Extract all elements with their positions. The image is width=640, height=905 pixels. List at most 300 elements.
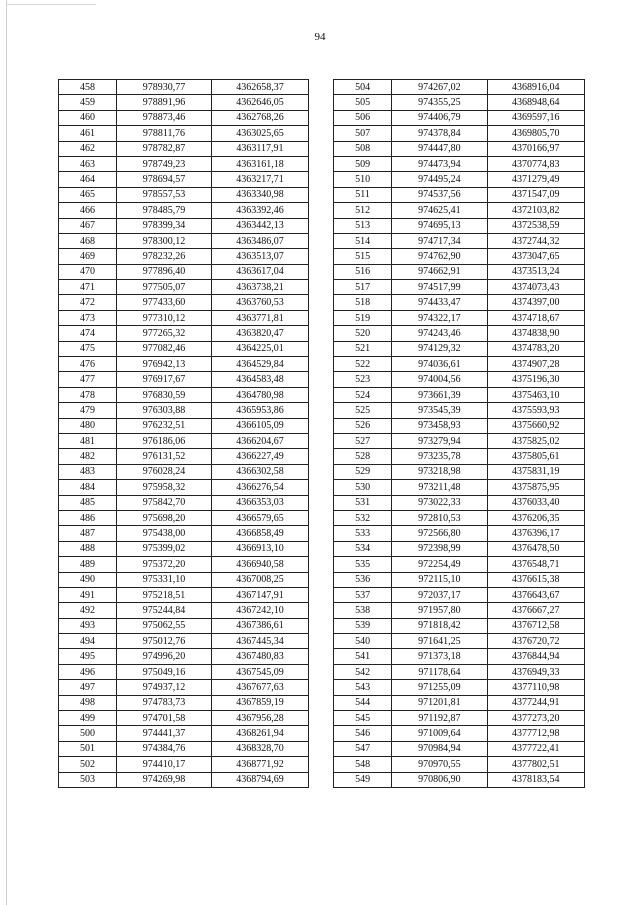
y-coordinate-cell: 4367147,91: [212, 587, 309, 602]
y-coordinate-cell: 4367859,19: [212, 695, 309, 710]
x-coordinate-cell: 974473,94: [392, 156, 487, 171]
point-number-cell: 497: [59, 680, 117, 695]
point-number-cell: 534: [334, 541, 392, 556]
x-coordinate-cell: 976232,51: [117, 418, 212, 433]
x-coordinate-cell: 974662,91: [392, 264, 487, 279]
y-coordinate-cell: 4377722,41: [487, 741, 584, 756]
x-coordinate-cell: 974695,13: [392, 218, 487, 233]
y-coordinate-cell: 4363771,81: [212, 310, 309, 325]
x-coordinate-cell: 975698,20: [117, 510, 212, 525]
y-coordinate-cell: 4377244,91: [487, 695, 584, 710]
point-number-cell: 473: [59, 310, 117, 325]
table-row: [59, 726, 309, 741]
point-number-cell: 511: [334, 187, 392, 202]
x-coordinate-cell: 975049,16: [117, 664, 212, 679]
y-coordinate-cell: 4363340,98: [212, 187, 309, 202]
table-row: [334, 172, 585, 187]
table-row: [59, 449, 309, 464]
table-row: [59, 141, 309, 156]
table-row: [334, 233, 585, 248]
table-row: [59, 433, 309, 448]
point-number-cell: 458: [59, 80, 117, 95]
point-number-cell: 535: [334, 557, 392, 572]
y-coordinate-cell: 4368328,70: [212, 741, 309, 756]
y-coordinate-cell: 4371547,09: [487, 187, 584, 202]
point-number-cell: 481: [59, 433, 117, 448]
table-row: [334, 649, 585, 664]
y-coordinate-cell: 4376615,38: [487, 572, 584, 587]
table-row: [59, 618, 309, 633]
point-number-cell: 525: [334, 403, 392, 418]
table-row: [59, 634, 309, 649]
y-coordinate-cell: 4369805,70: [487, 126, 584, 141]
x-coordinate-cell: 974410,17: [117, 757, 212, 772]
table-row: [59, 95, 309, 110]
table-row: [59, 126, 309, 141]
x-coordinate-cell: 978782,87: [117, 141, 212, 156]
y-coordinate-cell: 4366858,49: [212, 526, 309, 541]
y-coordinate-cell: 4365953,86: [212, 403, 309, 418]
y-coordinate-cell: 4376643,67: [487, 587, 584, 602]
point-number-cell: 494: [59, 634, 117, 649]
table-row: [59, 326, 309, 341]
point-number-cell: 500: [59, 726, 117, 741]
y-coordinate-cell: 4376949,33: [487, 664, 584, 679]
point-number-cell: 517: [334, 280, 392, 295]
y-coordinate-cell: 4363486,07: [212, 233, 309, 248]
y-coordinate-cell: 4363392,46: [212, 203, 309, 218]
y-coordinate-cell: 4367008,25: [212, 572, 309, 587]
x-coordinate-cell: 972810,53: [392, 510, 487, 525]
point-number-cell: 479: [59, 403, 117, 418]
table-row: [334, 341, 585, 356]
x-coordinate-cell: 976942,13: [117, 357, 212, 372]
x-coordinate-cell: 974269,98: [117, 772, 212, 787]
y-coordinate-cell: 4375593,93: [487, 403, 584, 418]
y-coordinate-cell: 4376712,58: [487, 618, 584, 633]
x-coordinate-cell: 974717,34: [392, 233, 487, 248]
point-number-cell: 475: [59, 341, 117, 356]
point-number-cell: 504: [334, 80, 392, 95]
point-number-cell: 519: [334, 310, 392, 325]
point-number-cell: 462: [59, 141, 117, 156]
point-number-cell: 459: [59, 95, 117, 110]
point-number-cell: 498: [59, 695, 117, 710]
x-coordinate-cell: 978891,96: [117, 95, 212, 110]
coordinates-table-right: [333, 79, 585, 788]
y-coordinate-cell: 4363617,04: [212, 264, 309, 279]
table-row: [59, 695, 309, 710]
x-coordinate-cell: 974701,58: [117, 711, 212, 726]
point-number-cell: 485: [59, 495, 117, 510]
table-row: [334, 587, 585, 602]
y-coordinate-cell: 4366913,10: [212, 541, 309, 556]
y-coordinate-cell: 4367242,10: [212, 603, 309, 618]
x-coordinate-cell: 973545,39: [392, 403, 487, 418]
table-row: [59, 418, 309, 433]
x-coordinate-cell: 974762,90: [392, 249, 487, 264]
point-number-cell: 501: [59, 741, 117, 756]
table-row: [334, 634, 585, 649]
point-number-cell: 471: [59, 280, 117, 295]
point-number-cell: 499: [59, 711, 117, 726]
y-coordinate-cell: 4366579,65: [212, 510, 309, 525]
table-row: [59, 587, 309, 602]
table-row: [59, 711, 309, 726]
x-coordinate-cell: 976028,24: [117, 464, 212, 479]
table-row: [334, 449, 585, 464]
point-number-cell: 527: [334, 433, 392, 448]
x-coordinate-cell: 978749,23: [117, 156, 212, 171]
y-coordinate-cell: 4368261,94: [212, 726, 309, 741]
table-row: [59, 464, 309, 479]
y-coordinate-cell: 4375831,19: [487, 464, 584, 479]
point-number-cell: 543: [334, 680, 392, 695]
table-row: [334, 480, 585, 495]
x-coordinate-cell: 978930,77: [117, 80, 212, 95]
x-coordinate-cell: 974384,76: [117, 741, 212, 756]
y-coordinate-cell: 4375805,61: [487, 449, 584, 464]
table-row: [59, 603, 309, 618]
point-number-cell: 540: [334, 634, 392, 649]
x-coordinate-cell: 978811,76: [117, 126, 212, 141]
x-coordinate-cell: 971818,42: [392, 618, 487, 633]
x-coordinate-cell: 974937,12: [117, 680, 212, 695]
y-coordinate-cell: 4367445,34: [212, 634, 309, 649]
y-coordinate-cell: 4366353,03: [212, 495, 309, 510]
table-row: [334, 603, 585, 618]
x-coordinate-cell: 974537,56: [392, 187, 487, 202]
point-number-cell: 544: [334, 695, 392, 710]
y-coordinate-cell: 4377712,98: [487, 726, 584, 741]
y-coordinate-cell: 4376844,94: [487, 649, 584, 664]
point-number-cell: 526: [334, 418, 392, 433]
x-coordinate-cell: 975958,32: [117, 480, 212, 495]
x-coordinate-cell: 974267,02: [392, 80, 487, 95]
point-number-cell: 545: [334, 711, 392, 726]
x-coordinate-cell: 974036,61: [392, 357, 487, 372]
y-coordinate-cell: 4375660,92: [487, 418, 584, 433]
point-number-cell: 464: [59, 172, 117, 187]
point-number-cell: 466: [59, 203, 117, 218]
y-coordinate-cell: 4377110,98: [487, 680, 584, 695]
point-number-cell: 483: [59, 464, 117, 479]
x-coordinate-cell: 975842,70: [117, 495, 212, 510]
table-row: [334, 557, 585, 572]
point-number-cell: 522: [334, 357, 392, 372]
point-number-cell: 489: [59, 557, 117, 572]
point-number-cell: 506: [334, 110, 392, 125]
table-row: [59, 341, 309, 356]
x-coordinate-cell: 974004,56: [392, 372, 487, 387]
x-coordinate-cell: 971192,87: [392, 711, 487, 726]
x-coordinate-cell: 975062,55: [117, 618, 212, 633]
x-coordinate-cell: 978300,12: [117, 233, 212, 248]
x-coordinate-cell: 974378,84: [392, 126, 487, 141]
table-row: [59, 541, 309, 556]
point-number-cell: 524: [334, 387, 392, 402]
table-row: [59, 387, 309, 402]
y-coordinate-cell: 4364225,01: [212, 341, 309, 356]
x-coordinate-cell: 970970,55: [392, 757, 487, 772]
point-number-cell: 509: [334, 156, 392, 171]
point-number-cell: 505: [334, 95, 392, 110]
table-row: [334, 433, 585, 448]
table-row: [334, 664, 585, 679]
x-coordinate-cell: 971178,64: [392, 664, 487, 679]
x-coordinate-cell: 974129,32: [392, 341, 487, 356]
y-coordinate-cell: 4374838,90: [487, 326, 584, 341]
y-coordinate-cell: 4364583,48: [212, 372, 309, 387]
x-coordinate-cell: 978557,53: [117, 187, 212, 202]
y-coordinate-cell: 4362658,37: [212, 80, 309, 95]
x-coordinate-cell: 974322,17: [392, 310, 487, 325]
table-row: [334, 295, 585, 310]
point-number-cell: 532: [334, 510, 392, 525]
point-number-cell: 546: [334, 726, 392, 741]
point-number-cell: 549: [334, 772, 392, 787]
x-coordinate-cell: 974495,24: [392, 172, 487, 187]
table-row: [334, 510, 585, 525]
x-coordinate-cell: 974355,25: [392, 95, 487, 110]
table-row: [334, 711, 585, 726]
table-row: [334, 572, 585, 587]
y-coordinate-cell: 4378183,54: [487, 772, 584, 787]
point-number-cell: 460: [59, 110, 117, 125]
x-coordinate-cell: 971201,81: [392, 695, 487, 710]
x-coordinate-cell: 978485,79: [117, 203, 212, 218]
point-number-cell: 484: [59, 480, 117, 495]
point-number-cell: 548: [334, 757, 392, 772]
table-row: [59, 80, 309, 95]
point-number-cell: 539: [334, 618, 392, 633]
point-number-cell: 502: [59, 757, 117, 772]
x-coordinate-cell: 977082,46: [117, 341, 212, 356]
y-coordinate-cell: 4377273,20: [487, 711, 584, 726]
y-coordinate-cell: 4363738,21: [212, 280, 309, 295]
x-coordinate-cell: 973218,98: [392, 464, 487, 479]
x-coordinate-cell: 971373,18: [392, 649, 487, 664]
table-row: [59, 649, 309, 664]
y-coordinate-cell: 4375875,95: [487, 480, 584, 495]
point-number-cell: 472: [59, 295, 117, 310]
x-coordinate-cell: 974517,99: [392, 280, 487, 295]
x-coordinate-cell: 978694,57: [117, 172, 212, 187]
y-coordinate-cell: 4370774,83: [487, 156, 584, 171]
table-row: [334, 541, 585, 556]
table-row: [334, 110, 585, 125]
x-coordinate-cell: 971957,80: [392, 603, 487, 618]
y-coordinate-cell: 4364780,98: [212, 387, 309, 402]
x-coordinate-cell: 972115,10: [392, 572, 487, 587]
point-number-cell: 487: [59, 526, 117, 541]
point-number-cell: 465: [59, 187, 117, 202]
x-coordinate-cell: 974433,47: [392, 295, 487, 310]
point-number-cell: 478: [59, 387, 117, 402]
y-coordinate-cell: 4366276,54: [212, 480, 309, 495]
point-number-cell: 468: [59, 233, 117, 248]
table-row: [59, 357, 309, 372]
scan-edge-top-line: [6, 4, 96, 5]
x-coordinate-cell: 976830,59: [117, 387, 212, 402]
y-coordinate-cell: 4376396,17: [487, 526, 584, 541]
x-coordinate-cell: 977433,60: [117, 295, 212, 310]
point-number-cell: 493: [59, 618, 117, 633]
table-row: [334, 387, 585, 402]
table-row: [334, 187, 585, 202]
y-coordinate-cell: 4375825,02: [487, 433, 584, 448]
y-coordinate-cell: 4362646,05: [212, 95, 309, 110]
table-row: [59, 572, 309, 587]
y-coordinate-cell: 4374073,43: [487, 280, 584, 295]
y-coordinate-cell: 4366302,58: [212, 464, 309, 479]
y-coordinate-cell: 4363513,07: [212, 249, 309, 264]
table-row: [59, 557, 309, 572]
table-row: [334, 280, 585, 295]
point-number-cell: 541: [334, 649, 392, 664]
y-coordinate-cell: 4367386,61: [212, 618, 309, 633]
y-coordinate-cell: 4376206,35: [487, 510, 584, 525]
y-coordinate-cell: 4369597,16: [487, 110, 584, 125]
table-row: [334, 95, 585, 110]
table-row: [59, 741, 309, 756]
point-number-cell: 523: [334, 372, 392, 387]
table-row: [59, 403, 309, 418]
point-number-cell: 463: [59, 156, 117, 171]
y-coordinate-cell: 4374397,00: [487, 295, 584, 310]
point-number-cell: 495: [59, 649, 117, 664]
y-coordinate-cell: 4368771,92: [212, 757, 309, 772]
point-number-cell: 518: [334, 295, 392, 310]
y-coordinate-cell: 4364529,84: [212, 357, 309, 372]
table-row: [334, 464, 585, 479]
y-coordinate-cell: 4376720,72: [487, 634, 584, 649]
x-coordinate-cell: 975244,84: [117, 603, 212, 618]
y-coordinate-cell: 4366940,58: [212, 557, 309, 572]
y-coordinate-cell: 4373513,24: [487, 264, 584, 279]
table-row: [334, 218, 585, 233]
point-number-cell: 529: [334, 464, 392, 479]
point-number-cell: 547: [334, 741, 392, 756]
x-coordinate-cell: 971009,64: [392, 726, 487, 741]
x-coordinate-cell: 977896,40: [117, 264, 212, 279]
x-coordinate-cell: 974625,41: [392, 203, 487, 218]
point-number-cell: 542: [334, 664, 392, 679]
table-row: [334, 156, 585, 171]
point-number-cell: 533: [334, 526, 392, 541]
point-number-cell: 491: [59, 587, 117, 602]
y-coordinate-cell: 4376033,40: [487, 495, 584, 510]
point-number-cell: 536: [334, 572, 392, 587]
table-row: [334, 418, 585, 433]
table-row: [59, 187, 309, 202]
table-row: [334, 526, 585, 541]
point-number-cell: 537: [334, 587, 392, 602]
point-number-cell: 461: [59, 126, 117, 141]
y-coordinate-cell: 4376667,27: [487, 603, 584, 618]
x-coordinate-cell: 970984,94: [392, 741, 487, 756]
x-coordinate-cell: 978873,46: [117, 110, 212, 125]
point-number-cell: 515: [334, 249, 392, 264]
y-coordinate-cell: 4374907,28: [487, 357, 584, 372]
table-row: [59, 664, 309, 679]
y-coordinate-cell: 4366227,49: [212, 449, 309, 464]
table-row: [334, 772, 585, 787]
table-row: [334, 495, 585, 510]
coordinates-table-left: [58, 79, 309, 788]
x-coordinate-cell: 974447,80: [392, 141, 487, 156]
point-number-cell: 477: [59, 372, 117, 387]
table-row: [334, 249, 585, 264]
point-number-cell: 512: [334, 203, 392, 218]
y-coordinate-cell: 4377802,51: [487, 757, 584, 772]
table-row: [59, 772, 309, 787]
x-coordinate-cell: 976303,88: [117, 403, 212, 418]
table-row: [59, 680, 309, 695]
x-coordinate-cell: 976917,67: [117, 372, 212, 387]
y-coordinate-cell: 4366204,67: [212, 433, 309, 448]
x-coordinate-cell: 976131,52: [117, 449, 212, 464]
y-coordinate-cell: 4363161,18: [212, 156, 309, 171]
table-row: [334, 141, 585, 156]
table-row: [59, 172, 309, 187]
y-coordinate-cell: 4367480,83: [212, 649, 309, 664]
table-row: [59, 156, 309, 171]
y-coordinate-cell: 4372538,59: [487, 218, 584, 233]
point-number-cell: 470: [59, 264, 117, 279]
x-coordinate-cell: 972037,17: [392, 587, 487, 602]
table-row: [59, 480, 309, 495]
x-coordinate-cell: 975438,00: [117, 526, 212, 541]
y-coordinate-cell: 4363217,71: [212, 172, 309, 187]
x-coordinate-cell: 975331,10: [117, 572, 212, 587]
x-coordinate-cell: 975372,20: [117, 557, 212, 572]
point-number-cell: 503: [59, 772, 117, 787]
table-row: [334, 695, 585, 710]
x-coordinate-cell: 972398,99: [392, 541, 487, 556]
point-number-cell: 486: [59, 510, 117, 525]
y-coordinate-cell: 4370166,97: [487, 141, 584, 156]
table-row: [59, 310, 309, 325]
table-row: [59, 495, 309, 510]
x-coordinate-cell: 974441,37: [117, 726, 212, 741]
point-number-cell: 482: [59, 449, 117, 464]
y-coordinate-cell: 4374718,67: [487, 310, 584, 325]
table-row: [334, 757, 585, 772]
y-coordinate-cell: 4376478,50: [487, 541, 584, 556]
table-row: [59, 233, 309, 248]
y-coordinate-cell: 4376548,71: [487, 557, 584, 572]
x-coordinate-cell: 978399,34: [117, 218, 212, 233]
y-coordinate-cell: 4374783,20: [487, 341, 584, 356]
x-coordinate-cell: 971641,25: [392, 634, 487, 649]
table-row: [59, 110, 309, 125]
y-coordinate-cell: 4368948,64: [487, 95, 584, 110]
point-number-cell: 492: [59, 603, 117, 618]
table-row: [59, 372, 309, 387]
y-coordinate-cell: 4372103,82: [487, 203, 584, 218]
table-row: [59, 249, 309, 264]
scan-edge-line: [6, 0, 7, 905]
point-number-cell: 490: [59, 572, 117, 587]
table-row: [334, 310, 585, 325]
y-coordinate-cell: 4372744,32: [487, 233, 584, 248]
table-row: [59, 295, 309, 310]
x-coordinate-cell: 971255,09: [392, 680, 487, 695]
point-number-cell: 538: [334, 603, 392, 618]
x-coordinate-cell: 973022,33: [392, 495, 487, 510]
x-coordinate-cell: 974243,46: [392, 326, 487, 341]
